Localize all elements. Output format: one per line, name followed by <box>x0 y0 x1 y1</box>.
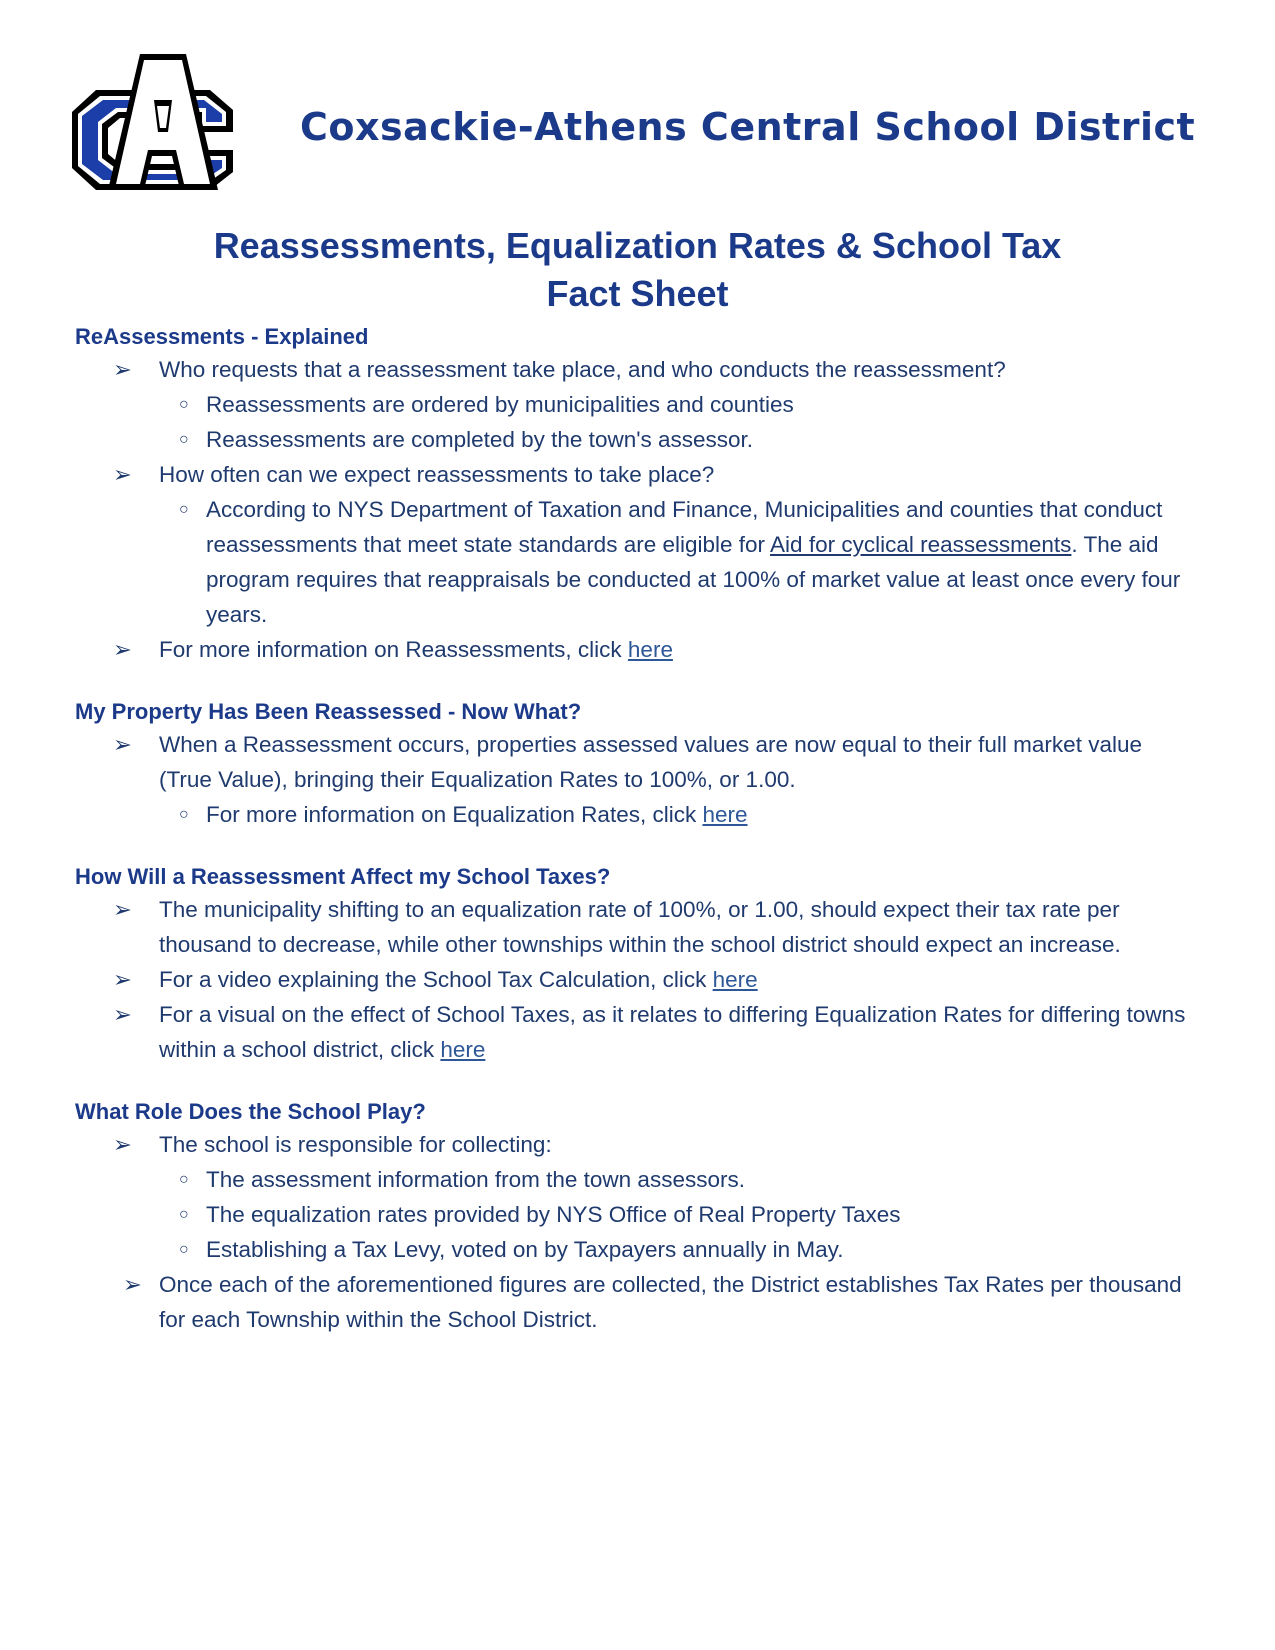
list-item: ○ The assessment information from the town assessors. <box>75 1162 1195 1197</box>
circle-bullet-icon: ○ <box>179 431 189 448</box>
title-line-1: Reassessments, Equalization Rates & School Tax <box>213 225 1062 266</box>
list-item: ➢ Once each of the aforementioned figures are collected, the District establishes Tax Rates per thousand for each Township within the School District. <box>75 1267 1195 1337</box>
list-item: ➢ For a visual on the effect of School Taxes, as it relates to differing Equalization Rates for differing towns within a school district, click here <box>75 997 1195 1067</box>
arrow-bullet-icon: ➢ <box>113 462 132 487</box>
list-item: ➢ For more information on Reassessments, click here <box>75 632 1195 667</box>
district-logo <box>68 52 238 192</box>
section-heading: ReAssessments - Explained <box>75 324 369 349</box>
section-reassessments-explained <box>75 322 1195 667</box>
reassessments-info-link[interactable]: here <box>627 637 673 662</box>
list-item: ➢ How often can we expect reassessments to take place? <box>75 457 1195 492</box>
arrow-bullet-icon: ➢ <box>113 357 132 382</box>
section-affect-school-taxes <box>75 862 1195 1067</box>
section-school-role <box>75 1097 1195 1337</box>
school-tax-visual-link[interactable]: here <box>440 1037 486 1062</box>
list-item: ○ According to NYS Department of Taxation and Finance, Municipalities and counties that conduct reassessments that meet state standards are eligible for Aid for cyclical reassessments. The aid program requires that reappraisals be conducted at 100% of market value at least once every four years. <box>75 492 1195 632</box>
ca-monogram-icon <box>68 52 238 192</box>
section-heading: What Role Does the School Play? <box>75 1099 426 1124</box>
equalization-rates-info-link[interactable]: here <box>702 802 748 827</box>
list-item: ➢ When a Reassessment occurs, properties assessed values are now equal to their full market value (True Value), bringing their Equalization Rates to 100%, or 1.00. <box>75 727 1195 797</box>
title-line-2: Fact Sheet <box>546 273 729 314</box>
arrow-bullet-icon: ➢ <box>113 897 132 922</box>
arrow-bullet-icon: ➢ <box>113 732 132 757</box>
district-name: Coxsackie-Athens Central School District <box>300 105 1196 149</box>
circle-bullet-icon: ○ <box>179 1241 189 1258</box>
page-title <box>0 222 1275 318</box>
section-heading: My Property Has Been Reassessed - Now What? <box>75 699 582 724</box>
circle-bullet-icon: ○ <box>179 501 189 518</box>
circle-bullet-icon: ○ <box>179 1206 189 1223</box>
section-property-reassessed <box>75 697 1195 832</box>
arrow-bullet-icon: ➢ <box>113 1002 132 1027</box>
list-item: ➢ Who requests that a reassessment take place, and who conducts the reassessment? <box>75 352 1195 387</box>
section-heading: How Will a Reassessment Affect my School Taxes? <box>75 864 611 889</box>
circle-bullet-icon: ○ <box>179 1171 189 1188</box>
arrow-bullet-icon: ➢ <box>123 1272 142 1297</box>
aid-cyclical-reassessments-link[interactable]: Aid for cyclical reassessments <box>770 532 1072 557</box>
arrow-bullet-icon: ➢ <box>113 1132 132 1157</box>
circle-bullet-icon: ○ <box>179 806 189 823</box>
document-body <box>75 322 1195 1367</box>
list-item: ○ Reassessments are completed by the town's assessor. <box>75 422 1195 457</box>
circle-bullet-icon: ○ <box>179 396 189 413</box>
tax-calculation-video-link[interactable]: here <box>712 967 758 992</box>
list-item: ○ Reassessments are ordered by municipalities and counties <box>75 387 1195 422</box>
list-item: ○ The equalization rates provided by NYS Office of Real Property Taxes <box>75 1197 1195 1232</box>
list-item: ○ For more information on Equalization Rates, click here <box>75 797 1195 832</box>
arrow-bullet-icon: ➢ <box>113 967 132 992</box>
arrow-bullet-icon: ➢ <box>113 637 132 662</box>
list-item: ➢ For a video explaining the School Tax Calculation, click here <box>75 962 1195 997</box>
list-item: ➢ The school is responsible for collecting: <box>75 1127 1195 1162</box>
list-item: ○ Establishing a Tax Levy, voted on by Taxpayers annually in May. <box>75 1232 1195 1267</box>
list-item: ➢ The municipality shifting to an equalization rate of 100%, or 1.00, should expect their tax rate per thousand to decrease, while other townships within the school district should expect an increase. <box>75 892 1195 962</box>
